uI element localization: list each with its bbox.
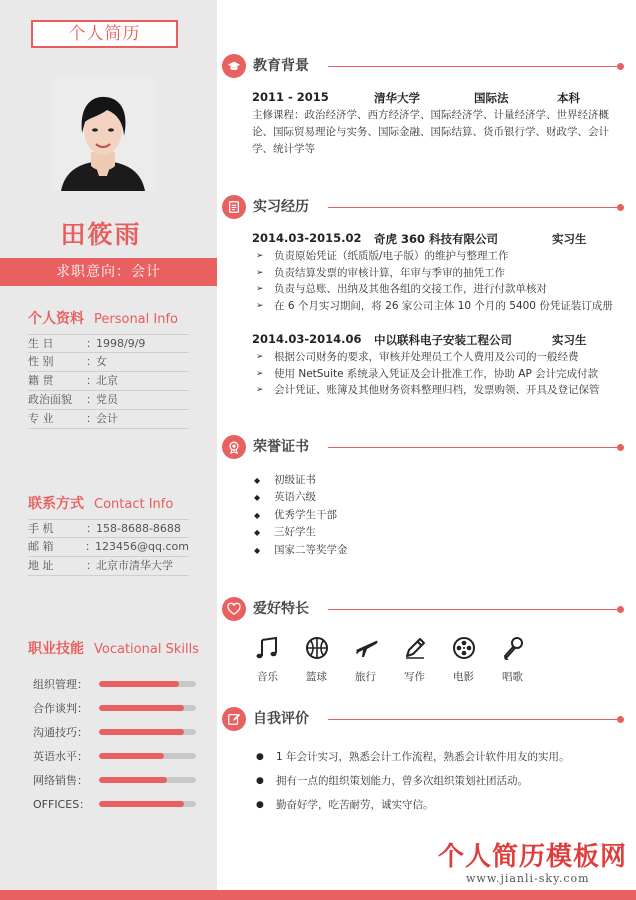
job-company: 中以联科电子安装工程公司 xyxy=(374,333,512,347)
duty-item: ➢ 负责结算发票的审核计算，年审与季审的抽凭工作 xyxy=(256,265,616,282)
job-intent: 求职意向：会计 xyxy=(0,258,217,286)
eval-item: ● 拥有一点的组织策划能力，曾多次组织策划社团活动。 xyxy=(256,769,570,793)
skill-bar xyxy=(99,681,196,687)
address-value: 北京市清华大学 xyxy=(96,559,173,572)
divider-dot xyxy=(617,63,624,70)
section-divider xyxy=(328,447,618,448)
info-value: 1998/9/9 xyxy=(96,337,146,350)
music-icon xyxy=(255,635,281,661)
skill-label: OFFICES： xyxy=(33,798,91,811)
hobbies-section-header xyxy=(222,597,626,623)
eval-item: ● 1 年会计实习，熟悉会计工作流程，熟悉会计软件用友的实用。 xyxy=(256,745,570,769)
watermark-url[interactable]: www.jianli-sky.com xyxy=(466,872,590,885)
section-divider xyxy=(328,66,618,67)
personal-info-list xyxy=(28,334,189,429)
honor-item: ◆ 初级证书 xyxy=(254,472,348,489)
edit-icon xyxy=(222,707,246,731)
divider-dot xyxy=(617,204,624,211)
honor-item: ◆ 三好学生 xyxy=(254,524,348,541)
experience-section-header xyxy=(222,195,626,221)
document-icon xyxy=(222,195,246,219)
skill-bar xyxy=(99,729,196,735)
skill-bar xyxy=(99,801,196,807)
hobby-travel xyxy=(341,635,390,684)
skill-bar-fill xyxy=(99,777,167,783)
duty-item: ➢ 在 6 个月实习期间，将 26 家公司主体 10 个月的 5400 份凭证装订成册 xyxy=(256,298,616,315)
job-header xyxy=(252,332,622,348)
self-eval-section-header xyxy=(222,707,626,733)
hobby-label: 电影 xyxy=(453,671,474,683)
skill-label: 网络销售： xyxy=(33,774,88,787)
personal-info-heading-cn: 个人资料 xyxy=(28,311,84,327)
job-role: 实习生 xyxy=(552,333,587,347)
divider-dot xyxy=(617,716,624,723)
bottom-accent-bar xyxy=(0,890,636,900)
profile-photo xyxy=(51,78,155,191)
sidebar xyxy=(0,0,217,890)
watermark-title: 个人简历模板网 xyxy=(438,842,628,872)
hobby-label: 写作 xyxy=(404,671,425,683)
honors-list xyxy=(254,472,348,559)
education-section-header xyxy=(222,54,626,80)
personal-info-heading xyxy=(28,310,218,329)
education-period: 2011 - 2015 xyxy=(252,90,329,104)
job-header xyxy=(252,231,622,247)
skill-bar-fill xyxy=(99,801,184,807)
contact-heading xyxy=(28,495,218,514)
skill-bar-fill xyxy=(99,705,184,711)
duty-item: ➢ 根据公司财务的要求，审核并处理员工个人费用及公司的一般经费 xyxy=(256,349,616,366)
section-divider xyxy=(328,207,618,208)
divider-dot xyxy=(617,606,624,613)
skill-bar-fill xyxy=(99,729,184,735)
education-major: 国际法 xyxy=(474,91,509,105)
job-period: 2014.03-2015.02 xyxy=(252,231,362,245)
education-degree: 本科 xyxy=(557,91,580,105)
skill-label: 组织管理： xyxy=(33,678,88,691)
hobby-label: 唱歌 xyxy=(502,671,523,683)
hobbies-title: 爱好特长 xyxy=(253,601,309,617)
info-key: 专 业 xyxy=(28,412,54,425)
divider-dot xyxy=(617,444,624,451)
skill-row xyxy=(33,696,203,720)
duty-item: ➢ 使用 NetSuite 系统录入凭证及会计批准工作，协助 AP 会计完成付款 xyxy=(256,366,616,383)
info-key: 手 机 xyxy=(28,522,54,535)
job-role: 实习生 xyxy=(552,232,587,246)
contact-row-email: 邮 箱 ： 123456@qq.com xyxy=(28,538,189,557)
hobby-basketball xyxy=(292,635,341,684)
honors-section-header xyxy=(222,435,626,461)
self-eval-list xyxy=(256,745,570,817)
info-row-major: 专 业 ： 会计 xyxy=(28,410,189,429)
skill-bar xyxy=(99,705,196,711)
info-key: 性 别 xyxy=(28,355,54,368)
pen-icon xyxy=(402,635,428,661)
honors-title: 荣誉证书 xyxy=(253,439,309,455)
info-key: 生 日 xyxy=(28,337,54,350)
contact-list xyxy=(28,519,189,576)
skills-list xyxy=(33,672,203,816)
experience-title: 实习经历 xyxy=(253,199,309,215)
honor-item: ◆ 国家二等奖学金 xyxy=(254,542,348,559)
email-value[interactable]: 123456@qq.com xyxy=(95,540,189,553)
heart-icon xyxy=(222,597,246,621)
info-value: 会计 xyxy=(96,412,118,425)
resume-title: 个人简历 xyxy=(31,20,178,48)
hobbies-list xyxy=(243,635,543,684)
duty-item: ➢ 负责原始凭证（纸质版/电子版）的维护与整理工作 xyxy=(256,248,616,265)
contact-heading-en: Contact Info xyxy=(94,497,174,512)
section-divider xyxy=(328,719,618,720)
award-medal-icon xyxy=(222,435,246,459)
hobby-label: 旅行 xyxy=(355,671,376,683)
skill-bar xyxy=(99,753,196,759)
info-row-political: 政治面貌 ： 党员 xyxy=(28,391,189,410)
skill-bar-fill xyxy=(99,753,164,759)
skill-row xyxy=(33,792,203,816)
contact-row-phone: 手 机 ： 158-8688-8688 xyxy=(28,519,189,538)
duty-item: ➢ 会计凭证、账簿及其他财务资料整理归档，发票购领、开具及登记保管 xyxy=(256,382,616,399)
skill-row xyxy=(33,768,203,792)
info-key: 邮 箱 xyxy=(28,540,54,553)
hobby-writing xyxy=(390,635,439,684)
film-reel-icon xyxy=(451,635,477,661)
hobby-movies xyxy=(439,635,488,684)
education-school: 清华大学 xyxy=(374,91,420,105)
airplane-icon xyxy=(353,635,379,661)
hobby-label: 篮球 xyxy=(306,671,327,683)
skills-heading-cn: 职业技能 xyxy=(28,641,84,657)
contact-heading-cn: 联系方式 xyxy=(28,496,84,512)
personal-info-heading-en: Personal Info xyxy=(94,312,178,327)
phone-value[interactable]: 158-8688-8688 xyxy=(96,522,181,535)
job-company: 奇虎 360 科技有限公司 xyxy=(374,232,499,246)
info-value: 北京 xyxy=(96,374,118,387)
skill-label: 沟通技巧： xyxy=(33,726,88,739)
graduation-cap-icon xyxy=(222,54,246,78)
honor-item: ◆ 英语六级 xyxy=(254,489,348,506)
education-title: 教育背景 xyxy=(253,58,309,74)
skill-row xyxy=(33,720,203,744)
info-row-hometown: 籍 贯 ： 北京 xyxy=(28,372,189,391)
basketball-icon xyxy=(304,635,330,661)
info-value: 女 xyxy=(96,355,107,368)
skills-heading xyxy=(28,640,218,659)
skill-row xyxy=(33,744,203,768)
info-row-birthday: 生 日 ： 1998/9/9 xyxy=(28,334,189,353)
job-duties xyxy=(256,248,616,314)
info-value: 党员 xyxy=(96,393,118,406)
skill-bar-fill xyxy=(99,681,179,687)
contact-row-address: 地 址 ： 北京市清华大学 xyxy=(28,557,189,576)
hobby-singing xyxy=(488,635,537,684)
microphone-icon xyxy=(500,635,526,661)
honor-item: ◆ 优秀学生干部 xyxy=(254,507,348,524)
skill-label: 合作谈判： xyxy=(33,702,88,715)
skills-heading-en: Vocational Skills xyxy=(94,642,199,657)
info-key: 地 址 xyxy=(28,559,54,572)
skill-label: 英语水平： xyxy=(33,750,88,763)
duty-item: ➢ 负责与总账、出纳及其他各组的交接工作，进行付款单核对 xyxy=(256,281,616,298)
education-courses: 主修课程：政治经济学、西方经济学、国际经济学、计量经济学、世界经济概论、国际贸易理论与实务、国际金融、国际结算、货币银行学、财政学、会计学、统计学等 xyxy=(252,109,609,155)
skill-bar xyxy=(99,777,196,783)
section-divider xyxy=(328,609,618,610)
self-eval-title: 自我评价 xyxy=(253,711,309,727)
skill-row xyxy=(33,672,203,696)
info-key: 籍 贯 xyxy=(28,374,54,387)
candidate-name: 田筱雨 xyxy=(60,220,142,249)
job-period: 2014.03-2014.06 xyxy=(252,332,362,346)
info-row-gender: 性 别 ： 女 xyxy=(28,353,189,372)
hobby-music xyxy=(243,635,292,684)
hobby-label: 音乐 xyxy=(257,671,278,683)
eval-item: ● 勤奋好学，吃苦耐劳，诚实守信。 xyxy=(256,793,570,817)
job-duties xyxy=(256,349,616,399)
info-key: 政治面貌 xyxy=(28,393,72,406)
